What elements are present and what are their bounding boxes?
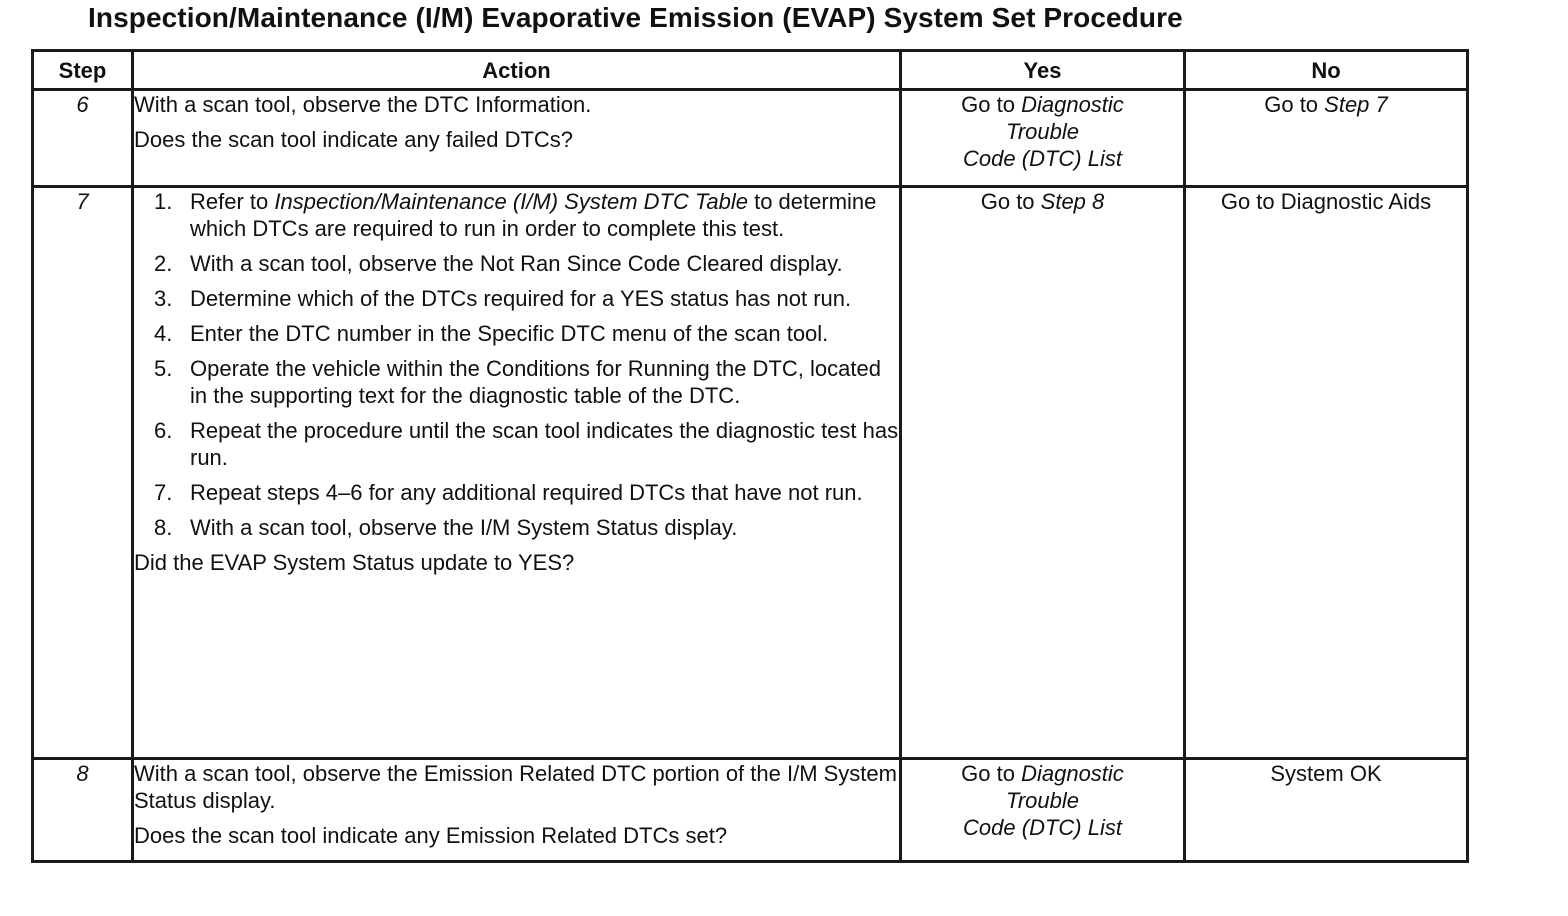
action-question: Does the scan tool indicate any failed DTCs? <box>134 127 574 152</box>
yes-link[interactable]: Step 8 <box>1040 189 1105 214</box>
yes-cell <box>901 759 1185 862</box>
action-question: Does the scan tool indicate any Emission Related DTCs set? <box>134 823 728 848</box>
header-row <box>33 51 1468 90</box>
list-item <box>134 355 899 409</box>
action-question: Did the EVAP System Status update to YES? <box>134 550 575 575</box>
list-item-number: 6. <box>154 418 173 443</box>
step-number: 6 <box>33 90 133 187</box>
no-prefix: Go to <box>1264 92 1325 117</box>
yes-prefix: Go to <box>980 189 1041 214</box>
list-item-text: Refer to <box>190 189 275 214</box>
list-item-text: Enter the DTC number in the Specific DTC menu of the scan tool. <box>190 321 829 346</box>
table-row-step-7 <box>33 187 1468 759</box>
yes-cell <box>901 90 1185 187</box>
list-item-number: 2. <box>154 251 173 276</box>
action-text: With a scan tool, observe the Emission Related DTC portion of the I/M System Status display. <box>134 761 897 813</box>
list-item <box>134 417 899 471</box>
yes-link-line3[interactable]: Code (DTC) List <box>963 815 1122 840</box>
action-cell <box>133 90 901 187</box>
table-row-step-8 <box>33 759 1468 862</box>
header-step: Step <box>33 51 133 90</box>
list-item-text: Operate the vehicle within the Conditions for Running the DTC, located in the supporting text for the diagnostic table of the DTC. <box>190 356 881 408</box>
page-title: Inspection/Maintenance (I/M) Evaporative Emission (EVAP) System Set Procedure <box>88 2 1183 33</box>
yes-cell <box>901 187 1185 759</box>
no-cell <box>1185 90 1468 187</box>
action-cell <box>133 187 901 759</box>
yes-link-line3[interactable]: Code (DTC) List <box>963 146 1122 171</box>
table-row-step-6 <box>33 90 1468 187</box>
yes-link-line1[interactable]: Diagnostic <box>1021 761 1124 786</box>
list-item <box>134 250 899 277</box>
step-number: 7 <box>33 187 133 759</box>
header-action: Action <box>133 51 901 90</box>
action-text: With a scan tool, observe the DTC Information. <box>134 92 592 117</box>
yes-prefix: Go to <box>961 92 1022 117</box>
list-item-text: With a scan tool, observe the I/M System Status display. <box>190 515 738 540</box>
header-yes: Yes <box>901 51 1185 90</box>
no-link[interactable]: Go to Diagnostic Aids <box>1220 189 1432 214</box>
list-item-number: 4. <box>154 321 173 346</box>
list-item-text: Repeat steps 4–6 for any additional required DTCs that have not run. <box>190 480 863 505</box>
list-item <box>134 320 899 347</box>
list-item <box>134 479 899 506</box>
yes-link-line2[interactable]: Trouble <box>1006 788 1079 813</box>
yes-link-line1[interactable]: Diagnostic <box>1021 92 1124 117</box>
list-item-text: Determine which of the DTCs required for a YES status has not run. <box>190 286 852 311</box>
list-item <box>134 514 899 541</box>
header-no: No <box>1185 51 1468 90</box>
yes-prefix: Go to <box>961 761 1022 786</box>
list-item-number: 3. <box>154 286 173 311</box>
dtc-table-link[interactable]: Inspection/Maintenance (I/M) System DTC Table <box>274 189 748 214</box>
no-link[interactable]: Step 7 <box>1324 92 1388 117</box>
no-result: System OK <box>1270 761 1382 786</box>
list-item <box>134 285 899 312</box>
action-cell <box>133 759 901 862</box>
list-item-number: 5. <box>154 356 173 381</box>
no-cell <box>1185 759 1468 862</box>
list-item-text: Repeat the procedure until the scan tool indicates the diagnostic test has run. <box>190 418 899 470</box>
substep-list <box>134 188 899 541</box>
procedure-table <box>31 49 1469 863</box>
list-item-number: 8. <box>154 515 173 540</box>
list-item-number: 1. <box>154 189 173 214</box>
list-item-text: With a scan tool, observe the Not Ran Since Code Cleared display. <box>190 251 843 276</box>
list-item <box>134 188 899 242</box>
list-item-number: 7. <box>154 480 173 505</box>
yes-link-line2[interactable]: Trouble <box>1006 119 1079 144</box>
no-cell <box>1185 187 1468 759</box>
list-item-text: to determine which DTCs are required to run in order to complete this test. <box>190 189 877 241</box>
step-number: 8 <box>33 759 133 862</box>
